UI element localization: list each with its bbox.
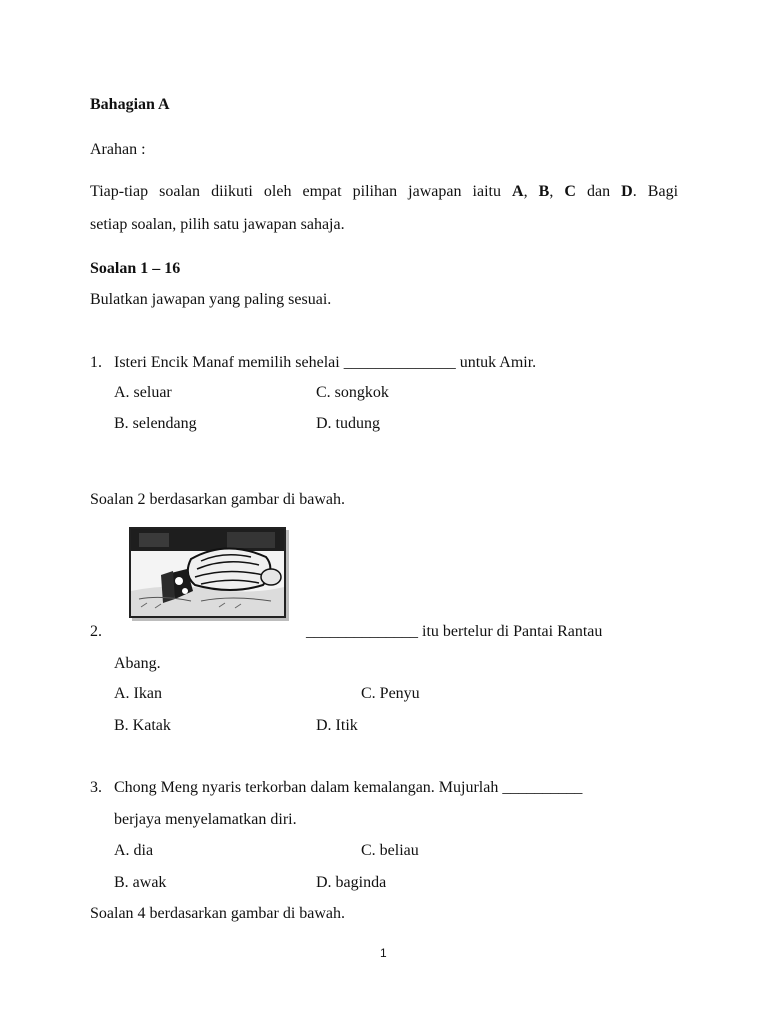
question-text-continued: berjaya menyelamatkan diri. <box>114 811 297 828</box>
option-b: B. selendang <box>114 415 197 432</box>
separator: dan <box>575 183 622 200</box>
option-c: C. songkok <box>316 384 389 401</box>
question-text: Chong Meng nyaris terkorban dalam kemalangan. Mujurlah __________ <box>114 779 583 796</box>
separator: , <box>549 183 565 200</box>
option-letter-c: C <box>564 183 576 200</box>
question-lead: Soalan 4 berdasarkan gambar di bawah. <box>90 905 346 922</box>
option-d: D. tudung <box>316 415 380 432</box>
turtle-illustration <box>131 529 284 616</box>
instruction-text: Tiap-tiap soalan diikuti oleh empat pilihan jawapan iaitu <box>90 183 513 200</box>
option-letter-a: A <box>512 183 524 200</box>
part-heading: Soalan 1 – 16 <box>90 260 181 277</box>
question-lead: Soalan 2 berdasarkan gambar di bawah. <box>90 491 346 508</box>
option-letter-b: B <box>538 183 550 200</box>
option-b: B. Katak <box>114 717 171 734</box>
question-number: 1. <box>90 354 102 371</box>
question-text-continued: Abang. <box>114 655 161 672</box>
option-d: D. Itik <box>316 717 358 734</box>
option-b: B. awak <box>114 874 167 891</box>
option-letter-d: D <box>621 183 633 200</box>
option-c: C. beliau <box>361 842 419 859</box>
option-a: A. seluar <box>114 384 172 401</box>
page-number: 1 <box>380 946 387 960</box>
question-text: ______________ itu bertelur di Pantai Rantau <box>306 623 603 640</box>
separator: , <box>523 183 539 200</box>
part-instruction: Bulatkan jawapan yang paling sesuai. <box>90 291 332 308</box>
instruction-label: Arahan : <box>90 141 146 158</box>
instruction-line-1 <box>90 182 678 202</box>
option-d: D. baginda <box>316 874 387 891</box>
option-a: A. dia <box>114 842 154 859</box>
instruction-line-2: setiap soalan, pilih satu jawapan sahaja. <box>90 216 345 233</box>
option-a: A. Ikan <box>114 685 162 702</box>
option-c: C. Penyu <box>361 685 420 702</box>
question-text: Isteri Encik Manaf memilih sehelai ______________ untuk Amir. <box>114 354 537 371</box>
question-number: 3. <box>90 779 102 796</box>
section-title: Bahagian A <box>90 96 170 113</box>
question-number: 2. <box>90 623 102 640</box>
turtle-image <box>129 527 286 618</box>
instruction-text-end: . Bagi <box>632 183 679 200</box>
